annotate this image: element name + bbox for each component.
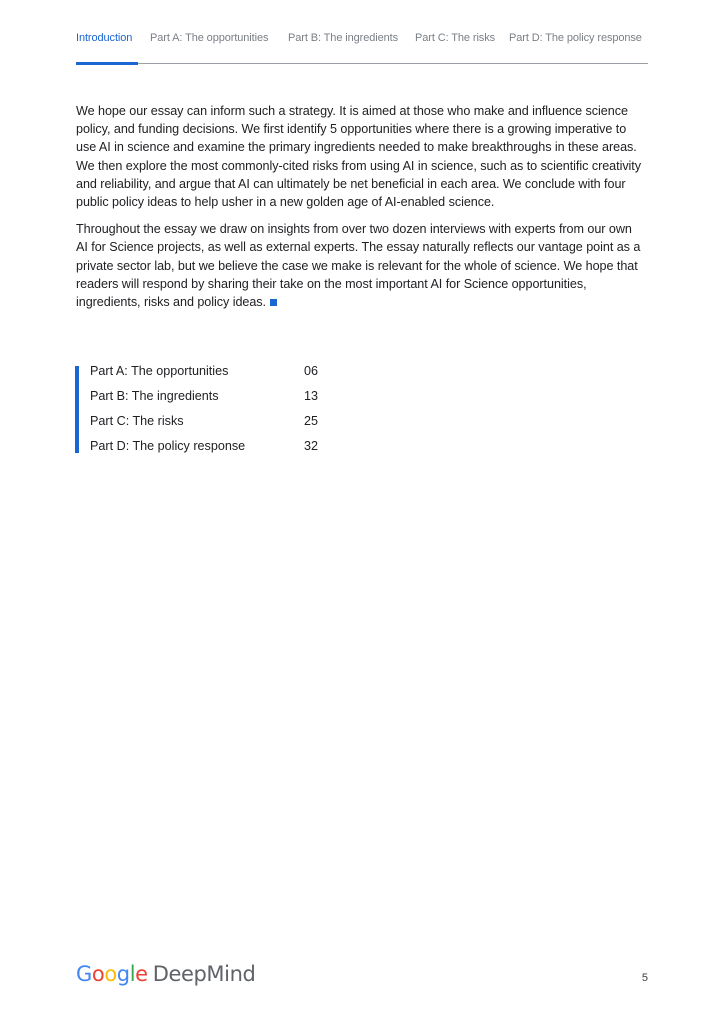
nav-tab-part-b[interactable]: Part B: The ingredients [288, 32, 399, 44]
toc-item-page-number: 06 [303, 364, 318, 378]
logo-letter: g [116, 962, 130, 986]
section-nav [76, 30, 648, 64]
logo-letter: l [129, 962, 136, 986]
google-deepmind-logo [76, 962, 255, 990]
body-paragraph-2 [76, 220, 642, 311]
logo-letter: e [135, 962, 148, 986]
logo-letter: G [76, 962, 92, 986]
toc-item-part-c[interactable] [90, 414, 318, 432]
active-tab-indicator [76, 62, 138, 65]
toc-item-label: Part A: The opportunities [90, 364, 229, 378]
toc-item-label: Part D: The policy response [90, 439, 246, 453]
nav-tab-introduction[interactable]: Introduction [76, 32, 133, 44]
toc-item-page-number: 32 [303, 439, 318, 453]
paragraph-text-2: Throughout the essay we draw on insights from over two dozen interviews with experts from our own AI for Science projects, as well as external experts. The essay naturally reflects our vantage point as a private sector lab, but we believe the case we make is relevant for the whole of science. We hope that readers will respond by sharing their take on the most important AI for Science opportunities, ingredients, risks and policy ideas. [76, 222, 641, 310]
toc-item-page-number: 25 [303, 414, 318, 428]
end-of-section-marker-icon [270, 299, 277, 306]
toc-item-part-b[interactable] [90, 389, 318, 407]
page-number: 5 [641, 972, 648, 984]
toc-item-label: Part B: The ingredients [90, 389, 219, 403]
nav-tab-part-c[interactable]: Part C: The risks [415, 32, 496, 44]
nav-tab-part-d[interactable]: Part D: The policy response [509, 32, 642, 44]
paragraph-text-1: We hope our essay can inform such a strategy. It is aimed at those who make and influence science policy, and funding decisions. We first identify 5 opportunities where there is a growing imperative to use AI in science and examine the primary ingredients needed to make breakthroughs in these areas. We then explore the most commonly-cited risks from using AI in science, such as to scientific creativity and reliability, and argue that AI can ultimately be net beneficial in each area. We conclude with four public policy ideas to help usher in a new golden age of AI-enabled science. [76, 104, 642, 210]
toc-item-label: Part C: The risks [90, 414, 184, 428]
logo-letter: o [104, 962, 117, 986]
toc-item-part-a[interactable] [90, 364, 318, 382]
body-content [76, 102, 642, 320]
table-of-contents [75, 366, 335, 453]
nav-tab-part-a[interactable]: Part A: The opportunities [150, 32, 269, 44]
toc-item-page-number: 13 [303, 389, 318, 403]
toc-accent-bar [75, 366, 79, 453]
logo-product-name: DeepMind [152, 962, 256, 986]
logo-letter: o [91, 962, 105, 986]
body-paragraph-1 [76, 102, 642, 211]
toc-item-part-d[interactable] [90, 439, 318, 457]
